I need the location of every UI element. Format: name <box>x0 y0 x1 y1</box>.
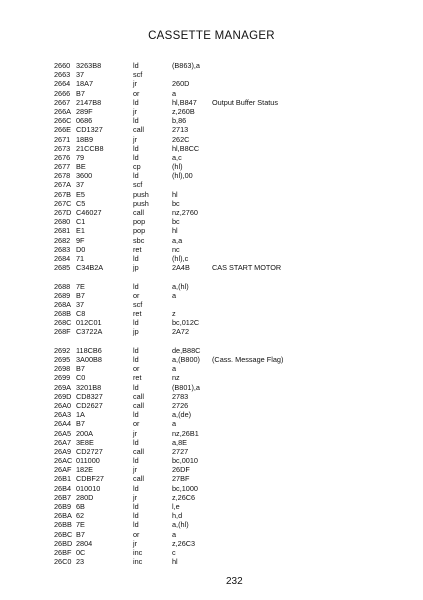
line-operand: a <box>172 88 177 98</box>
listing-line <box>0 107 423 116</box>
line-address: 26AC <box>54 456 73 466</box>
line-operand: a,(de) <box>172 410 192 420</box>
line-address: 2678 <box>54 171 71 181</box>
line-address: 266A <box>54 106 72 116</box>
line-opcode-hex: E5 <box>76 189 85 199</box>
listing-line <box>0 548 423 557</box>
line-mnemonic: or <box>133 419 140 429</box>
line-opcode-hex: B7 <box>76 88 85 98</box>
line-mnemonic: ld <box>133 253 139 263</box>
line-operand: bc <box>172 198 180 208</box>
listing-spacer <box>0 337 423 346</box>
line-opcode-hex: 18B9 <box>76 134 94 144</box>
line-mnemonic: ld <box>133 281 139 291</box>
line-address: 267B <box>54 189 72 199</box>
line-mnemonic: scf <box>133 299 143 309</box>
line-operand: bc <box>172 217 180 227</box>
listing-line <box>0 79 423 88</box>
line-opcode-hex: 21CCB8 <box>76 143 104 153</box>
line-operand: (B863),a <box>172 61 200 70</box>
listing-line <box>0 511 423 520</box>
line-mnemonic: ld <box>133 511 139 521</box>
line-mnemonic: jr <box>133 492 138 502</box>
line-operand: 26DF <box>172 465 190 475</box>
line-address: 2660 <box>54 61 71 70</box>
listing-line <box>0 456 423 465</box>
line-opcode-hex: C46027 <box>76 208 102 217</box>
line-operand: bc,1000 <box>172 483 198 493</box>
listing-line <box>0 327 423 336</box>
listing-line <box>0 300 423 309</box>
line-address: 269D <box>54 391 72 401</box>
line-opcode-hex: 7E <box>76 520 85 530</box>
line-address: 2699 <box>54 373 71 383</box>
line-mnemonic: inc <box>133 557 143 567</box>
listing-line <box>0 98 423 107</box>
line-address: 2667 <box>54 97 71 107</box>
line-address: 2684 <box>54 253 71 263</box>
line-opcode-hex: 37 <box>76 70 85 80</box>
line-operand: z,26C3 <box>172 538 196 548</box>
line-mnemonic: call <box>133 474 144 484</box>
line-address: 2683 <box>54 244 71 254</box>
line-opcode-hex: C34B2A <box>76 263 104 273</box>
line-opcode-hex: 37 <box>76 180 85 190</box>
line-operand: a <box>172 419 177 429</box>
line-address: 267A <box>54 180 72 190</box>
line-operand: h,d <box>172 511 183 521</box>
line-opcode-hex: 0C <box>76 547 86 557</box>
listing-line <box>0 125 423 134</box>
line-comment: CAS START MOTOR <box>212 263 282 273</box>
line-address: 268B <box>54 309 72 319</box>
line-operand: nz,2760 <box>172 208 198 217</box>
line-opcode-hex: 9F <box>76 235 85 245</box>
line-opcode-hex: C8 <box>76 309 86 319</box>
line-operand: hl,B8CC <box>172 143 200 153</box>
line-mnemonic: cp <box>133 162 141 172</box>
line-operand: 262C <box>172 134 190 144</box>
line-mnemonic: call <box>133 400 144 410</box>
line-operand: z,260B <box>172 106 195 116</box>
line-mnemonic: ld <box>133 171 139 181</box>
line-operand: 27BF <box>172 474 190 484</box>
line-operand: hl,B847 <box>172 97 197 107</box>
line-mnemonic: or <box>133 529 140 539</box>
line-address: 267D <box>54 208 72 217</box>
line-comment: (Cass. Message Flag) <box>212 355 284 364</box>
line-opcode-hex: 1A <box>76 410 85 420</box>
listing-line <box>0 236 423 245</box>
line-mnemonic: ret <box>133 244 142 254</box>
line-address: 2677 <box>54 162 71 172</box>
line-opcode-hex: D0 <box>76 244 86 254</box>
line-address: 26BC <box>54 529 73 539</box>
listing-line <box>0 447 423 456</box>
line-address: 268A <box>54 299 72 309</box>
line-address: 2688 <box>54 281 71 291</box>
line-opcode-hex: C0 <box>76 373 86 383</box>
line-address: 26B7 <box>54 492 72 502</box>
line-address: 26B1 <box>54 474 72 484</box>
line-operand: a,(hl) <box>172 281 189 291</box>
listing-line <box>0 392 423 401</box>
line-address: 269A <box>54 382 72 392</box>
line-operand: (hl),00 <box>172 171 193 181</box>
line-opcode-hex: 289F <box>76 106 93 116</box>
listing-line <box>0 162 423 171</box>
line-mnemonic: push <box>133 189 149 199</box>
listing-line <box>0 502 423 511</box>
line-address: 268F <box>54 327 71 337</box>
listing-line <box>0 474 423 483</box>
line-address: 26A5 <box>54 428 72 438</box>
line-opcode-hex: E1 <box>76 226 85 236</box>
listing-line <box>0 180 423 189</box>
listing-line <box>0 401 423 410</box>
line-mnemonic: call <box>133 446 144 456</box>
listing-line <box>0 190 423 199</box>
line-operand: a,8E <box>172 437 188 447</box>
line-opcode-hex: 010010 <box>76 483 101 493</box>
listing-line <box>0 153 423 162</box>
listing-line <box>0 61 423 70</box>
listing-line <box>0 520 423 529</box>
line-mnemonic: ret <box>133 373 142 383</box>
line-opcode-hex: B7 <box>76 290 85 300</box>
line-opcode-hex: 18A7 <box>76 79 94 89</box>
line-operand: 2A4B <box>172 263 190 273</box>
line-address: 2692 <box>54 345 71 355</box>
line-address: 268C <box>54 318 72 328</box>
line-opcode-hex: C1 <box>76 217 86 227</box>
line-opcode-hex: B7 <box>76 419 85 429</box>
listing-line <box>0 438 423 447</box>
line-opcode-hex: 79 <box>76 152 85 162</box>
line-address: 26A0 <box>54 400 72 410</box>
line-mnemonic: push <box>133 198 149 208</box>
listing-line <box>0 484 423 493</box>
line-mnemonic: ld <box>133 410 139 420</box>
line-address: 26B4 <box>54 483 72 493</box>
line-address: 26A9 <box>54 446 72 456</box>
line-address: 26BB <box>54 520 72 530</box>
line-operand: hl <box>172 189 178 199</box>
listing-line <box>0 89 423 98</box>
line-operand: a <box>172 364 177 374</box>
line-operand: nz,26B1 <box>172 428 199 438</box>
line-operand: c <box>172 547 176 557</box>
line-mnemonic: ld <box>133 382 139 392</box>
line-opcode-hex: 182E <box>76 465 94 475</box>
listing-line <box>0 70 423 79</box>
line-opcode-hex: 011000 <box>76 456 100 466</box>
line-mnemonic: or <box>133 88 140 98</box>
line-mnemonic: jr <box>133 538 138 548</box>
line-mnemonic: ld <box>133 318 139 328</box>
line-opcode-hex: 62 <box>76 511 85 521</box>
line-opcode-hex: B7 <box>76 364 85 374</box>
line-operand: nc <box>172 244 180 254</box>
line-operand: 2713 <box>172 125 189 135</box>
line-mnemonic: ld <box>133 152 139 162</box>
listing-spacer <box>0 272 423 281</box>
line-opcode-hex: 118CB6 <box>76 345 102 355</box>
line-mnemonic: pop <box>133 226 146 236</box>
line-operand: z,26C6 <box>172 492 196 502</box>
listing-line <box>0 346 423 355</box>
line-address: 2682 <box>54 235 71 245</box>
line-operand: 2A72 <box>172 327 190 337</box>
line-opcode-hex: 23 <box>76 557 85 567</box>
listing-line <box>0 493 423 502</box>
line-opcode-hex: B7 <box>76 529 85 539</box>
listing-line <box>0 171 423 180</box>
line-mnemonic: jp <box>133 327 139 337</box>
listing-line <box>0 373 423 382</box>
line-mnemonic: or <box>133 364 140 374</box>
line-mnemonic: jr <box>133 79 138 89</box>
listing-line <box>0 355 423 364</box>
listing-line <box>0 135 423 144</box>
line-opcode-hex: CD2627 <box>76 400 103 410</box>
listing-line <box>0 263 423 272</box>
line-opcode-hex: 2147B8 <box>76 97 102 107</box>
line-address: 2695 <box>54 355 71 364</box>
line-address: 26BF <box>54 547 72 557</box>
line-operand: (B801),a <box>172 382 200 392</box>
listing-line <box>0 364 423 373</box>
line-operand: a,c <box>172 152 182 162</box>
line-address: 26B9 <box>54 502 72 511</box>
line-operand: a <box>172 290 177 300</box>
line-operand: hl <box>172 226 178 236</box>
line-comment: Output Buffer Status <box>212 97 278 107</box>
line-operand: b,86 <box>172 116 187 126</box>
line-address: 2663 <box>54 70 71 80</box>
listing-line <box>0 530 423 539</box>
line-mnemonic: jp <box>133 263 139 273</box>
line-address: 2698 <box>54 364 71 374</box>
line-mnemonic: sbc <box>133 235 145 245</box>
line-address: 2676 <box>54 152 71 162</box>
line-address: 2689 <box>54 290 71 300</box>
line-opcode-hex: 200A <box>76 428 94 438</box>
line-mnemonic: ld <box>133 483 139 493</box>
listing-line <box>0 419 423 428</box>
line-mnemonic: ld <box>133 502 139 511</box>
line-mnemonic: call <box>133 125 144 135</box>
line-opcode-hex: 2804 <box>76 538 93 548</box>
page-number: 232 <box>226 576 243 587</box>
line-operand: de,B88C <box>172 345 201 355</box>
line-opcode-hex: C3722A <box>76 327 103 337</box>
line-opcode-hex: BE <box>76 162 86 172</box>
line-operand: nz <box>172 373 180 383</box>
listing-line <box>0 226 423 235</box>
line-mnemonic: ld <box>133 437 139 447</box>
line-opcode-hex: 3E8E <box>76 437 94 447</box>
listing-line <box>0 557 423 566</box>
line-address: 2664 <box>54 79 71 89</box>
listing-line <box>0 199 423 208</box>
line-operand: a,(hl) <box>172 520 189 530</box>
line-operand: l,e <box>172 502 180 511</box>
line-operand: z <box>172 309 176 319</box>
line-address: 26BD <box>54 538 73 548</box>
line-operand: (hl),c <box>172 253 189 263</box>
line-address: 2666 <box>54 88 71 98</box>
line-opcode-hex: CDBF27 <box>76 474 104 484</box>
line-address: 26BA <box>54 511 72 521</box>
line-opcode-hex: 6B <box>76 502 85 511</box>
line-opcode-hex: CD1327 <box>76 125 103 135</box>
line-opcode-hex: CD8327 <box>76 391 103 401</box>
line-address: 267C <box>54 198 72 208</box>
line-address: 266E <box>54 125 72 135</box>
line-opcode-hex: C5 <box>76 198 86 208</box>
listing-line <box>0 429 423 438</box>
line-mnemonic: jr <box>133 106 138 116</box>
line-address: 2681 <box>54 226 71 236</box>
line-operand: 260D <box>172 79 190 89</box>
line-mnemonic: ld <box>133 61 139 70</box>
line-address: 2685 <box>54 263 71 273</box>
line-opcode-hex: 71 <box>76 253 85 263</box>
line-mnemonic: jr <box>133 465 138 475</box>
line-mnemonic: jr <box>133 134 138 144</box>
line-operand: 2726 <box>172 400 189 410</box>
listing-line <box>0 318 423 327</box>
listing-line <box>0 208 423 217</box>
listing-line <box>0 217 423 226</box>
line-opcode-hex: CD2727 <box>76 446 103 456</box>
line-mnemonic: ld <box>133 355 139 364</box>
listing-line <box>0 383 423 392</box>
listing-line <box>0 309 423 318</box>
line-mnemonic: jr <box>133 428 138 438</box>
line-mnemonic: pop <box>133 217 146 227</box>
line-mnemonic: or <box>133 290 140 300</box>
line-address: 266C <box>54 116 72 126</box>
line-operand: bc,012C <box>172 318 200 328</box>
listing-line <box>0 465 423 474</box>
line-operand: hl <box>172 557 178 567</box>
line-operand: 2727 <box>172 446 189 456</box>
line-operand: bc,0010 <box>172 456 198 466</box>
line-opcode-hex: 3600 <box>76 171 93 181</box>
line-mnemonic: ld <box>133 345 139 355</box>
line-mnemonic: ld <box>133 116 139 126</box>
line-mnemonic: call <box>133 391 144 401</box>
line-opcode-hex: 280D <box>76 492 94 502</box>
line-opcode-hex: 37 <box>76 299 85 309</box>
listing-line <box>0 254 423 263</box>
line-mnemonic: scf <box>133 180 143 190</box>
line-address: 26A3 <box>54 410 72 420</box>
line-mnemonic: ld <box>133 456 139 466</box>
line-mnemonic: inc <box>133 547 143 557</box>
line-operand: a <box>172 529 177 539</box>
line-mnemonic: ret <box>133 309 142 319</box>
line-opcode-hex: 0686 <box>76 116 93 126</box>
line-mnemonic: ld <box>133 97 139 107</box>
line-address: 26C0 <box>54 557 72 567</box>
line-mnemonic: ld <box>133 520 139 530</box>
line-opcode-hex: 7E <box>76 281 85 291</box>
listing-line <box>0 116 423 125</box>
line-opcode-hex: 3A00B8 <box>76 355 102 364</box>
listing-line <box>0 245 423 254</box>
line-operand: (hl) <box>172 162 183 172</box>
listing-line <box>0 291 423 300</box>
listing-line <box>0 539 423 548</box>
line-address: 26A7 <box>54 437 72 447</box>
line-opcode-hex: 012C01 <box>76 318 102 328</box>
line-mnemonic: ld <box>133 143 139 153</box>
line-mnemonic: scf <box>133 70 143 80</box>
assembly-listing <box>0 61 423 566</box>
line-address: 26AF <box>54 465 72 475</box>
line-opcode-hex: 3263B8 <box>76 61 102 70</box>
line-operand: 2783 <box>172 391 189 401</box>
line-operand: a,a <box>172 235 183 245</box>
listing-line <box>0 282 423 291</box>
line-opcode-hex: 3201B8 <box>76 382 102 392</box>
line-mnemonic: call <box>133 208 144 217</box>
listing-line <box>0 144 423 153</box>
line-address: 2673 <box>54 143 71 153</box>
line-operand: a,(B800) <box>172 355 200 364</box>
listing-line <box>0 410 423 419</box>
line-address: 2680 <box>54 217 71 227</box>
page-title: CASSETTE MANAGER <box>148 30 275 42</box>
line-address: 26A4 <box>54 419 72 429</box>
line-address: 2671 <box>54 134 71 144</box>
